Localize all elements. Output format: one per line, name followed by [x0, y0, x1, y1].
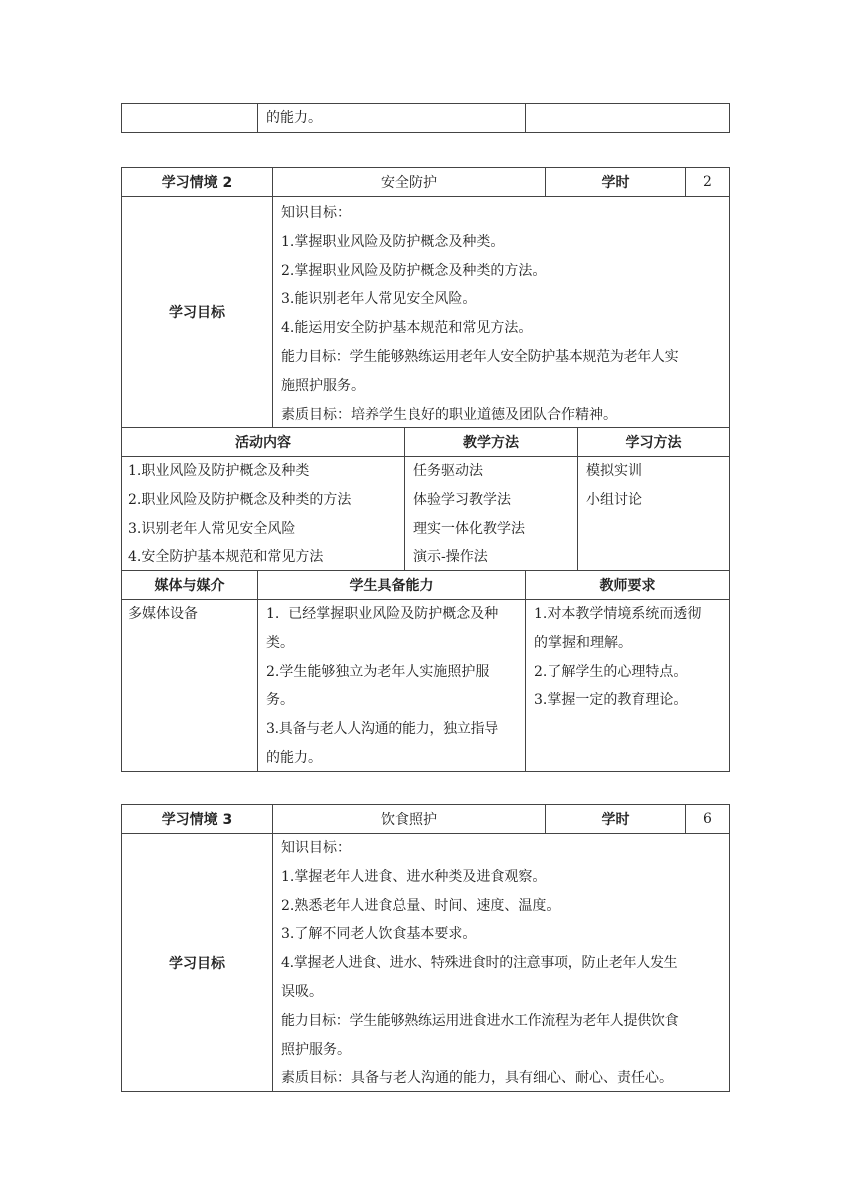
situation3-hours-label: 学时	[545, 804, 686, 834]
situation2-hours-value: 2	[685, 167, 730, 197]
media-header: 媒体与媒介	[121, 570, 258, 600]
objective-line: 2.掌握职业风险及防护概念及种类的方法。	[281, 262, 547, 279]
learning-method-item: 模拟实训	[586, 463, 642, 479]
teaching-method-item: 理实一体化教学法	[413, 520, 525, 537]
teacher-requirement-cell	[525, 599, 730, 772]
activity-item: 4.安全防护基本规范和常见方法	[128, 549, 324, 566]
activity-item: 1.职业风险及防护概念及种类	[128, 463, 310, 479]
situation2-label: 学习情境 2	[121, 167, 273, 197]
objective-line: 误吸。	[281, 983, 323, 1000]
learning-method-header: 学习方法	[577, 427, 730, 457]
student-ability-line: 3.具备与老人人沟通的能力，独立指导	[266, 721, 498, 738]
fragment-text: 的能力。	[266, 110, 322, 126]
fragment-cell-left	[121, 103, 258, 133]
situation2-objectives	[272, 196, 730, 428]
student-ability-line: 2.学生能够独立为老年人实施照护服	[266, 663, 490, 680]
objective-line: 4.掌握老人进食、进水、特殊进食时的注意事项，防止老年人发生	[281, 955, 678, 972]
teaching-method-item: 任务驱动法	[413, 463, 483, 479]
teaching-method-item: 体验学习教学法	[413, 491, 511, 508]
situation3-label: 学习情境 3	[121, 804, 273, 834]
objective-line: 3.了解不同老人饮食基本要求。	[281, 926, 477, 943]
objective-line: 2.熟悉老年人进食总量、时间、速度、温度。	[281, 897, 561, 914]
situation3-title: 饮食照护	[272, 804, 546, 834]
situation3-objectives	[272, 833, 730, 1092]
teacher-requirement-line: 1.对本教学情境系统而透彻	[534, 606, 702, 622]
media-cell	[121, 599, 258, 772]
objective-line: 1.掌握老年人进食、进水种类及进食观察。	[281, 868, 547, 885]
objective-line: 能力目标：学生能够熟练运用老年人安全防护基本规范为老年人实	[281, 348, 679, 365]
situation2-objectives-label: 学习目标	[121, 196, 273, 428]
objective-line: 4.能运用安全防护基本规范和常见方法。	[281, 320, 533, 337]
fragment-cell-middle	[257, 103, 526, 133]
teaching-method-cell	[404, 456, 578, 571]
situation3-hours-value: 6	[685, 804, 730, 834]
student-ability-cell	[257, 599, 526, 772]
student-ability-line: 类。	[266, 634, 294, 651]
student-ability-line: 1. 已经掌握职业风险及防护概念及种	[266, 606, 499, 622]
teacher-requirement-line: 的掌握和理解。	[534, 634, 632, 651]
teaching-method-header: 教学方法	[404, 427, 578, 457]
learning-method-cell	[577, 456, 730, 571]
media-value: 多媒体设备	[128, 606, 198, 622]
student-ability-header: 学生具备能力	[257, 570, 526, 600]
teacher-requirement-line: 2.了解学生的心理特点。	[534, 663, 688, 680]
objective-line: 1.掌握职业风险及防护概念及种类。	[281, 233, 505, 250]
objective-line: 照护服务。	[281, 1041, 351, 1058]
objective-line: 施照护服务。	[281, 377, 365, 394]
teacher-requirement-line: 3.掌握一定的教育理论。	[534, 692, 688, 709]
situation2-title: 安全防护	[272, 167, 546, 197]
teaching-method-item: 演示-操作法	[413, 549, 488, 566]
objective-line: 3.能识别老年人常见安全风险。	[281, 291, 477, 308]
situation2-hours-label: 学时	[545, 167, 686, 197]
activity-content-header: 活动内容	[121, 427, 405, 457]
learning-method-item: 小组讨论	[586, 491, 642, 508]
student-ability-line: 的能力。	[266, 749, 322, 766]
student-ability-line: 务。	[266, 692, 294, 709]
objective-line: 素质目标：具备与老人沟通的能力，具有细心、耐心、责任心。	[281, 1070, 673, 1087]
activity-item: 3.识别老年人常见安全风险	[128, 520, 296, 537]
activity-item: 2.职业风险及防护概念及种类的方法	[128, 491, 352, 508]
objective-line: 素质目标：培养学生良好的职业道德及团队合作精神。	[281, 406, 617, 423]
fragment-cell-right	[525, 103, 730, 133]
objective-line: 知识目标：	[281, 205, 351, 221]
situation3-objectives-label: 学习目标	[121, 833, 273, 1092]
activity-content-cell	[121, 456, 405, 571]
teacher-requirement-header: 教师要求	[525, 570, 730, 600]
objective-line: 能力目标：学生能够熟练运用进食进水工作流程为老年人提供饮食	[281, 1012, 679, 1029]
objective-line: 知识目标：	[281, 840, 351, 856]
